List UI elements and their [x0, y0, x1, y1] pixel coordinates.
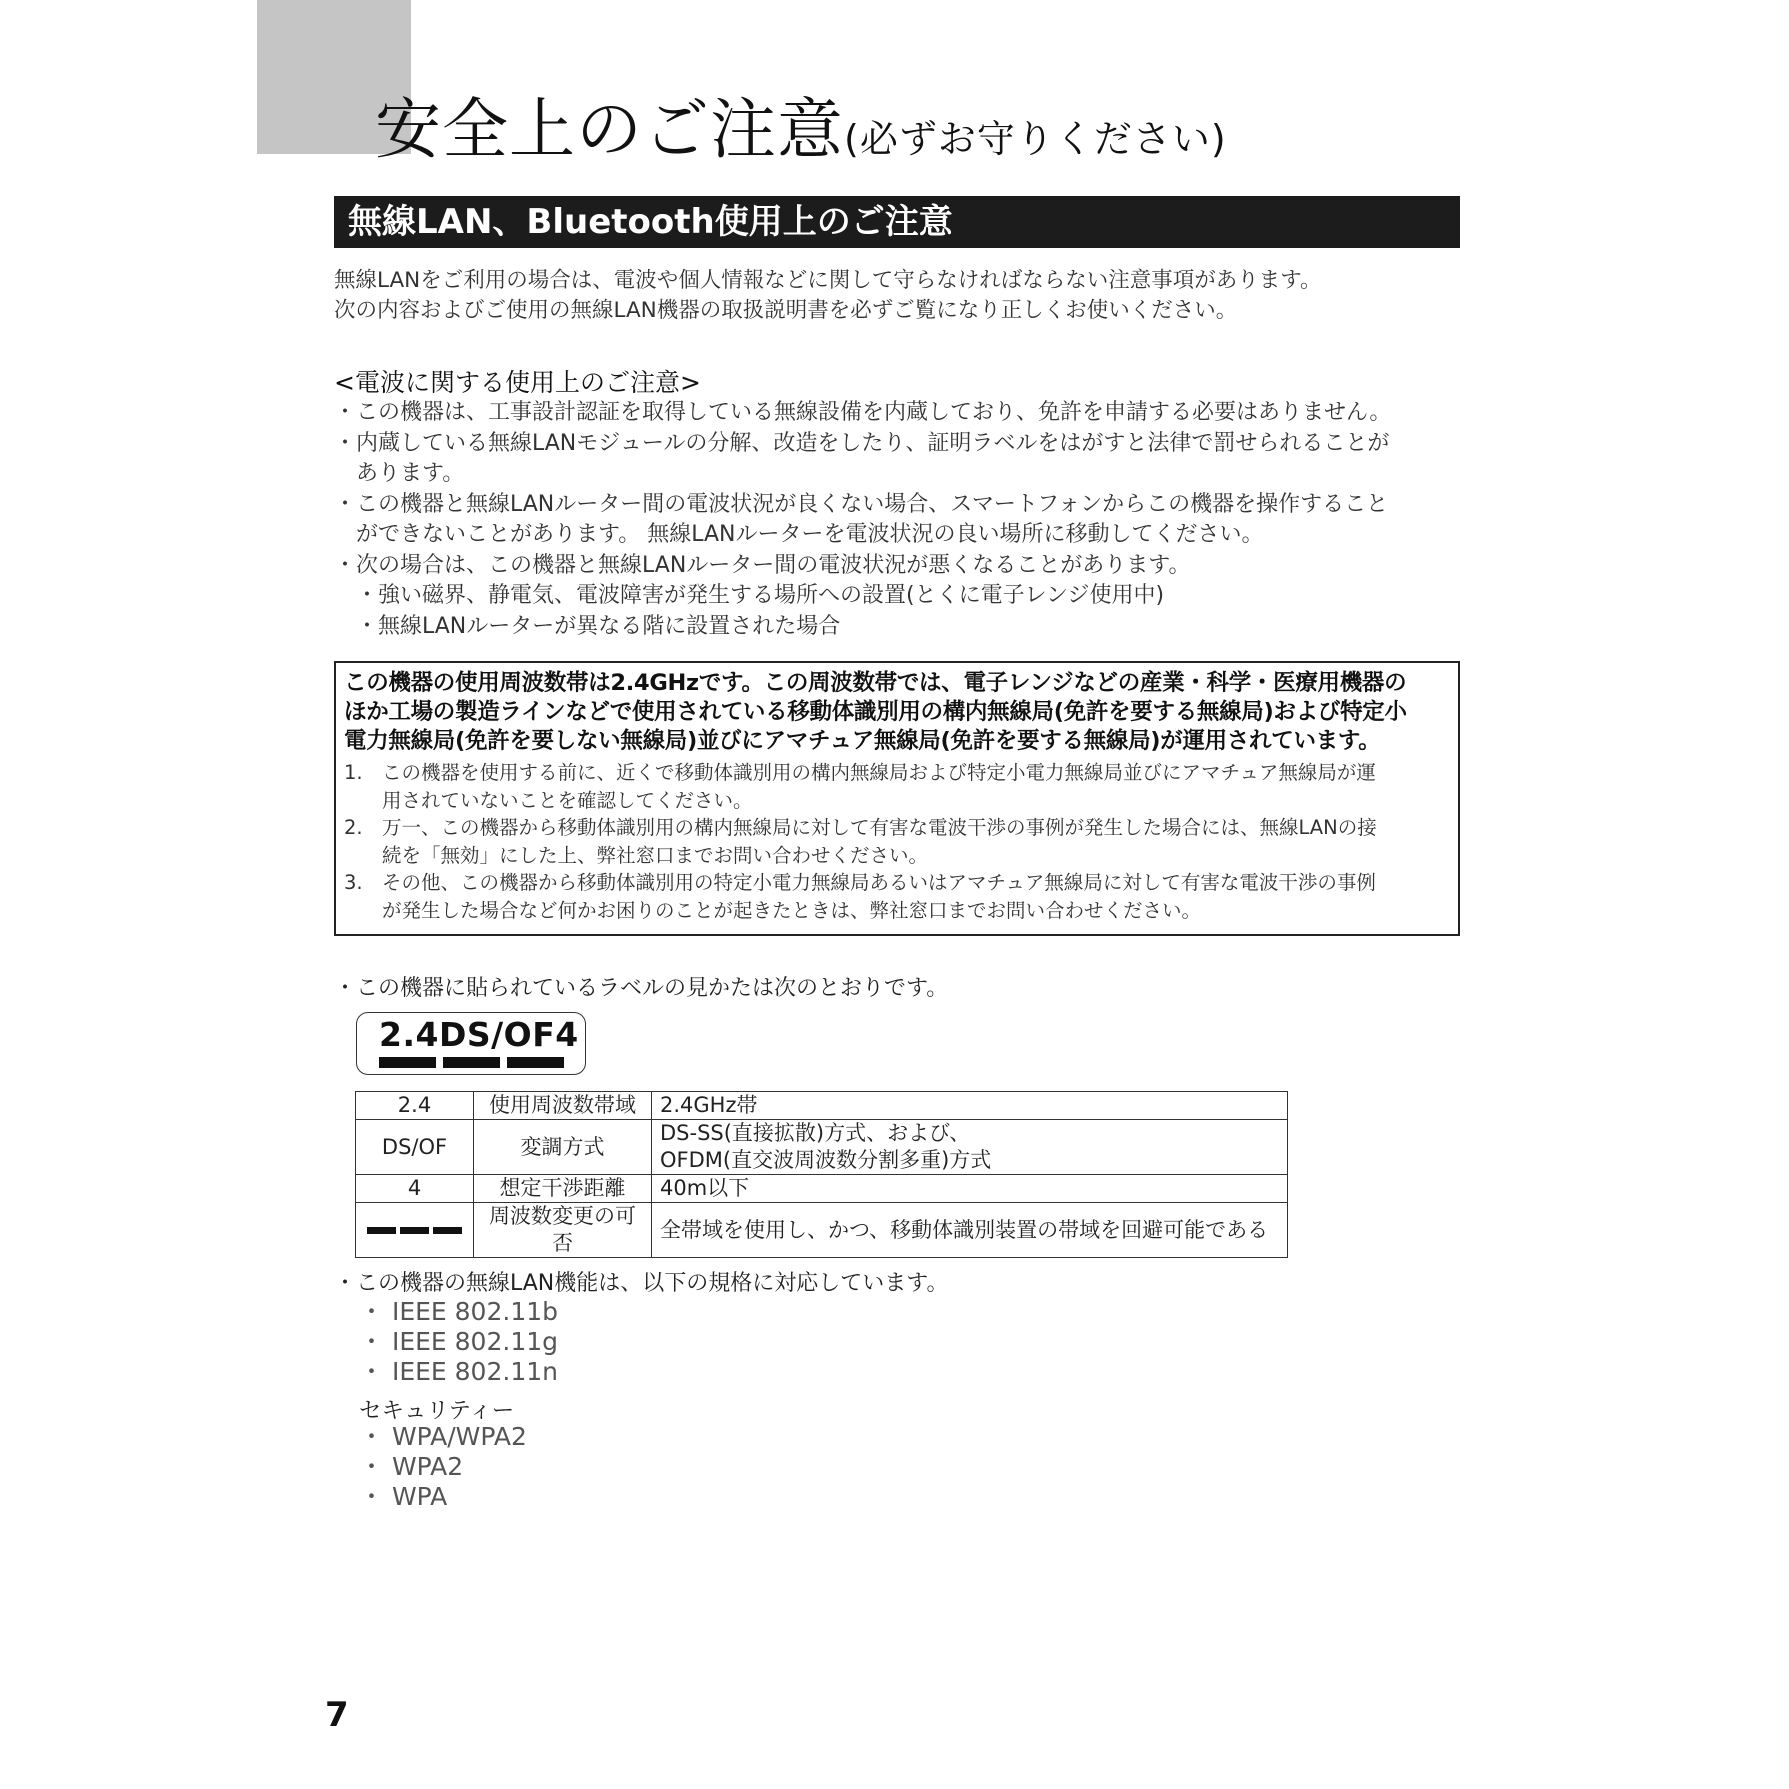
table-cell-code: 2.4 — [356, 1092, 474, 1120]
bullet-line: あります。 — [356, 461, 465, 486]
table-cell-line: 全帯域を使用し、かつ、移動体識別装置の帯域を回避可能である — [660, 1217, 1269, 1242]
table-row — [356, 1120, 1288, 1175]
notice-item-line: この機器を使用する前に、近くで移動体識別用の構内無線局および特定小電力無線局並びにアマチュア無線局が運 — [382, 761, 1376, 784]
table-cell-name: 想定干渉距離 — [474, 1175, 652, 1203]
notice-item-number: 3. — [344, 871, 363, 894]
intro-text — [334, 266, 1322, 326]
frequency-notice-box — [334, 661, 1460, 936]
notice-item-text — [382, 869, 1376, 924]
bullet-line: ・この機器は、工事設計認証を取得している無線設備を内蔵しており、免許を申請する必要はありません。 — [334, 400, 1392, 425]
label-intro-text: ・この機器に貼られているラベルの見かたは次のとおりです。 — [334, 976, 949, 1001]
bullet-line: ・内蔵している無線LANモジュールの分解、改造をしたり、証明ラベルをはがすと法律で罰せられることが — [334, 430, 1390, 456]
radio-bullet-list — [334, 398, 1464, 642]
label-bar — [379, 1057, 436, 1068]
bullet-line: ・この機器と無線LANルーター間の電波状況が良くない場合、スマートフォンからこの機器を操作すること — [334, 491, 1389, 517]
security-item: ・ WPA/WPA2 — [359, 1422, 527, 1451]
table-cell-name: 変調方式 — [474, 1120, 652, 1175]
page-title — [375, 76, 1227, 171]
table-cell-line: OFDM(直交波周波数分割多重)方式 — [660, 1148, 992, 1172]
bullet-item — [334, 429, 1464, 490]
table-cell-name: 周波数変更の可否 — [474, 1203, 652, 1258]
notice-item-line: 万一、この機器から移動体識別用の構内無線局に対して有害な電波干渉の事例が発生した場合には、無線LANの接 — [382, 816, 1377, 839]
bullet-item — [334, 398, 1464, 429]
notice-item-number: 1. — [344, 761, 363, 784]
table-cell-line: DS-SS(直接拡散)方式、および、 — [660, 1121, 971, 1145]
page-title-main: 安全上のご注意 — [375, 91, 844, 168]
notice-bold-line: この機器の使用周波数帯は2.4GHzです。この周波数帯では、電子レンジなどの産業・科学・医療用機器の — [344, 670, 1407, 696]
table-cell-line: 2.4GHz帯 — [660, 1093, 758, 1117]
table-cell-desc — [652, 1092, 1288, 1120]
notice-item — [344, 869, 1450, 924]
notice-item-line: が発生した場合など何かお困りのことが起きたときは、弊社窓口までお問い合わせください。 — [382, 898, 1202, 922]
table-cell-code: 4 — [356, 1175, 474, 1203]
wlan-standards-list — [359, 1297, 558, 1387]
standard-item: ・ IEEE 802.11n — [359, 1357, 558, 1386]
label-spec-table — [355, 1091, 1288, 1258]
intro-line: 無線LANをご利用の場合は、電波や個人情報などに関して守らなければならない注意事項があります。 — [334, 268, 1322, 293]
bars-symbol — [364, 1227, 465, 1234]
table-cell-line: 40m以下 — [660, 1176, 750, 1200]
label-code: 2.4DS/OF4 — [379, 1015, 579, 1054]
bullet-line: ができないことがあります。 無線LANルーターを電波状況の良い場所に移動してください。 — [356, 522, 1264, 547]
notice-item-number: 2. — [344, 816, 363, 839]
table-cell-name: 使用周波数帯域 — [474, 1092, 652, 1120]
bullet-item — [334, 551, 1464, 582]
frequency-label-graphic — [356, 1012, 586, 1075]
table-cell-desc — [652, 1175, 1288, 1203]
intro-line: 次の内容およびご使用の無線LAN機器の取扱説明書を必ずご覧になり正しくお使いください。 — [334, 298, 1238, 323]
bullet-item — [334, 490, 1464, 551]
table-cell-desc — [652, 1203, 1288, 1258]
notice-item-text — [382, 814, 1377, 869]
nested-bullet-item: ・強い磁界、静電気、電波障害が発生する場所への設置(とくに電子レンジ使用中) — [356, 583, 1165, 608]
standard-item: ・ IEEE 802.11b — [359, 1297, 558, 1326]
standard-item: ・ IEEE 802.11g — [359, 1327, 558, 1356]
radio-notice-heading: <電波に関する使用上のご注意> — [334, 368, 701, 397]
notice-bold-line: 電力無線局(免許を要しない無線局)並びにアマチュア無線局(免許を要する無線局)が運用されています。 — [344, 728, 1381, 754]
bullet-line: ・次の場合は、この機器と無線LANルーター間の電波状況が悪くなることがあります。 — [334, 552, 1191, 578]
security-list — [359, 1422, 527, 1512]
nested-bullet-item: ・無線LANルーターが異なる階に設置された場合 — [356, 613, 841, 639]
label-bar — [507, 1057, 564, 1068]
notice-numbered-list — [344, 759, 1450, 924]
page-number: 7 — [325, 1695, 349, 1735]
notice-item — [344, 814, 1450, 869]
notice-item-line: その他、この機器から移動体識別用の特定小電力無線局あるいはアマチュア無線局に対して有害な電波干渉の事例 — [382, 871, 1376, 894]
label-bar — [443, 1057, 500, 1068]
security-item: ・ WPA2 — [359, 1452, 464, 1481]
table-cell-code — [356, 1203, 474, 1258]
page-title-sub: (必ずお守りください) — [844, 117, 1227, 161]
table-row — [356, 1175, 1288, 1203]
notice-item-text — [382, 759, 1376, 814]
security-heading: セキュリティー — [359, 1398, 515, 1424]
section-title-bar: 無線LAN、Bluetooth使用上のご注意 — [334, 196, 1460, 248]
notice-item — [344, 759, 1450, 814]
notice-item-line: 用されていないことを確認してください。 — [382, 788, 753, 812]
wlan-standards-intro: ・この機器の無線LAN機能は、以下の規格に対応しています。 — [334, 1271, 949, 1296]
table-row — [356, 1092, 1288, 1120]
security-item: ・ WPA — [359, 1482, 448, 1511]
table-cell-code: DS/OF — [356, 1120, 474, 1175]
notice-bold-line: ほか工場の製造ラインなどで使用されている移動体識別用の構内無線局(免許を要する無線局)および特定小 — [344, 699, 1407, 725]
table-cell-desc — [652, 1120, 1288, 1175]
table-row — [356, 1203, 1288, 1258]
notice-item-line: 続を「無効」にした上、弊社窓口までお問い合わせください。 — [382, 843, 929, 867]
